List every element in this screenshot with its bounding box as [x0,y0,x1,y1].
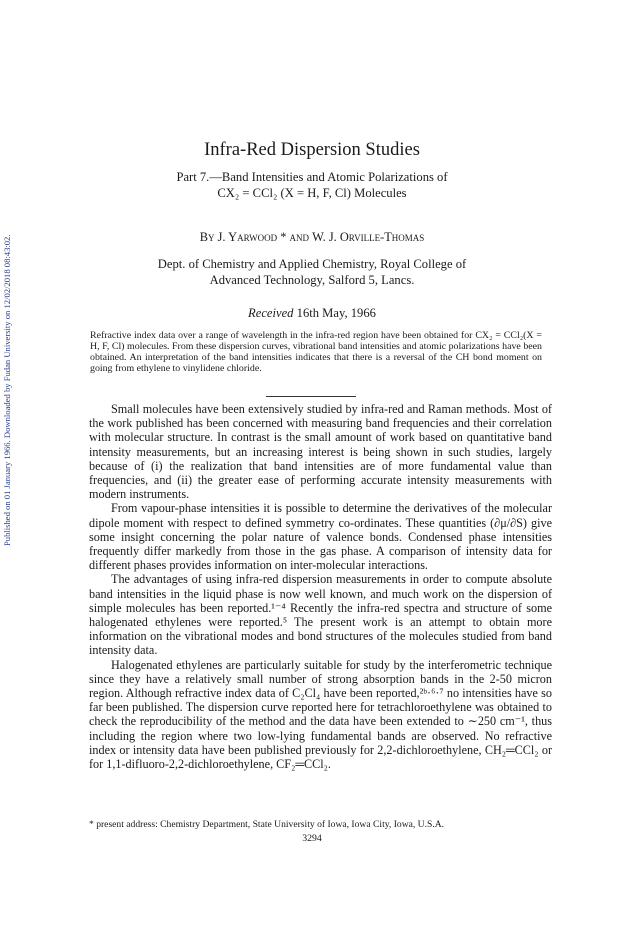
body-text [89,402,552,771]
author-by: By [199,230,215,244]
paragraph-2: From vapour-phase intensities it is possible to determine the derivatives of the molecular dipole moment with respect to defined symmetry co-ordinates. These quantities (∂μ/∂S) give some insight concerning the polar nature of valence bonds. Condensed phase intensities frequently differ markedly from those in the gas phase. A comparison of intensity data for different phases provides information on inter-molecular interactions. [89,501,552,573]
download-notice: Published on 01 January 1966. Downloaded by Fudan University on 12/02/2018 08:43:02. [2,234,12,546]
affiliation-line-1: Dept. of Chemistry and Applied Chemistry, Royal College of [157,257,467,271]
separator-rule [266,396,356,397]
abstract: Refractive index data over a range of wavelength in the infra-red region have been obtained for CX₂ = CCl₂(X = H, F, Cl) molecules. From these dispersion curves, vibrational band intensities and atomic polarizations have been obtained. An interpretation of the band intensities indicates that there is a reversal of the CH bond moment on going from ethylene to vinylidene chloride. [90,330,542,374]
affiliation-line-2: Advanced Technology, Salford 5, Lancs. [209,273,415,287]
author-line [0,230,624,245]
received-label: Received [248,306,294,320]
author-and: and [289,230,309,244]
received-date [0,306,624,321]
paragraph-4: Halogenated ethylenes are particularly suitable for study by the interferometric technique since they have a relatively small number of strong absorption bands in the 2-50 micron region. Although refractive index data of C₂Cl₄ have been reported,²ᵇ·⁶·⁷ no intensities have so far been published. The dispersion curve reported here for tetrachloroethylene was obtained to check the reproducibility of the method and the data have been extended to ∼250 cm⁻¹, thus including the region where two low-lying fundamental bands are observed. No refractive index or intensity data have been published previously for 2,2-dichloroethylene, CH₂═CCl₂ or for 1,1-difluoro-2,2-dichloroethylene, CF₂═CCl₂. [89,657,552,772]
paragraph-1: Small molecules have been extensively studied by infra-red and Raman methods. Most of the work published has been concerned with measuring band frequencies and their correlation with molecular structure. In contrast is the small amount of work based on quantitative band intensity measurements, but an increasing interest is being shown in such studies, largely because of (i) the realization that band intensities are of more fundamental value than frequencies, and (ii) the greater ease of performing accurate intensity measurements with modern instruments. [89,402,552,502]
article-title: Infra-Red Dispersion Studies [204,140,420,160]
page-number: 3294 [302,833,322,844]
author-name-2: W. J. Orville-Thomas [312,230,425,244]
footnote: * present address: Chemistry Department, State University of Iowa, Iowa City, Iowa, U.S.A. [89,819,445,830]
author-name-1: J. Yarwood [217,230,278,244]
subtitle-line-2: CX₂ = CCl₂ (X = H, F, Cl) Molecules [217,186,407,200]
received-day: 16th May, 1966 [296,306,376,320]
author-footnote-marker: * [277,230,290,244]
subtitle-line-1: Part 7.—Band Intensities and Atomic Polarizations of [176,170,448,184]
paragraph-3: The advantages of using infra-red dispersion measurements in order to compute absolute band intensities in the liquid phase is now well known, and much work on the dispersion of simple molecules has been reported.¹⁻⁴ Recently the infra-red spectra and structure of some halogenated ethylenes were reported.⁵ The present work is an attempt to obtain more information on the vibrational modes and bond structures of the molecules studied from band intensity data. [89,572,552,658]
